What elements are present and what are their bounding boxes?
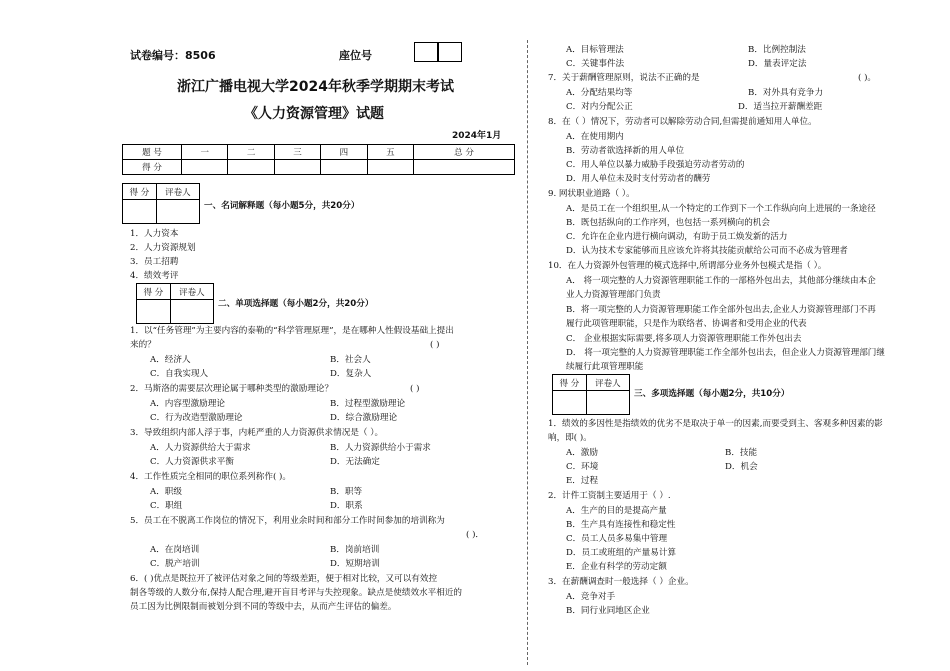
option: C． 企业根据实际需要,将多项人力资源管理职能工作外包出去: [566, 334, 802, 344]
score-cell[interactable]: [414, 160, 515, 175]
section1-item: 4．绩效考评: [130, 271, 179, 281]
option: A．生产的目的是提高产量: [566, 506, 667, 516]
seat-number-box-2[interactable]: [438, 42, 462, 62]
option: B．劳动者欲选择新的用人单位: [566, 146, 685, 156]
q2-2-line1: 2．马斯洛的需要层次理论属于哪种类型的激励理论？: [130, 384, 334, 394]
q2-9-line1: 9. 网状职业道路（ ）。: [548, 189, 635, 199]
option-cont: 业人力资源管理部门负责: [566, 290, 661, 300]
option: D．机会: [725, 462, 758, 472]
score-cell[interactable]: [228, 160, 274, 175]
grader-cell[interactable]: [170, 300, 213, 324]
section1-title: 一、名词解释题（每小题5分，共20分）: [204, 201, 360, 211]
option: B．职等: [330, 487, 363, 497]
option: C．环境: [566, 462, 599, 472]
q2-7-line1: 7．关于薪酬管理原则，说法不正确的是: [548, 73, 700, 83]
option: D． 将一项完整的人力资源管理职能工作全部外包出去，但企业人力资源管理部门继: [566, 348, 885, 358]
score-header-total: 总 分: [414, 145, 515, 160]
option: A．激励: [566, 448, 598, 458]
option: C．职组: [150, 501, 183, 511]
option: B．过程型激励理论: [330, 399, 406, 409]
option: C．脱产培训: [150, 559, 200, 569]
option: A．目标管理法: [566, 45, 624, 55]
option: D．认为技术专家能够而且应该允许将其技能贡献给公司而不必成为管理者: [566, 246, 848, 256]
grader-box-3: [552, 374, 630, 415]
q2-6-line3: 员工因为比例限制而被划分到不同的等级中去，从而产生评估的偏差。: [130, 602, 397, 612]
q2-6-line2: 制各等级的人数分布,保持人配合理,避开盲目考评与失控现象。缺点是使绩效水平相近的: [130, 588, 463, 598]
section3-title: 三、多项选择题（每小题2分，共10分）: [634, 389, 790, 399]
score-header-1: 一: [182, 145, 228, 160]
option: C．关键事件法: [566, 59, 625, 69]
option: B．岗前培训: [330, 545, 380, 555]
answer-paren[interactable]: ( )．: [466, 530, 485, 540]
option: A．经济人: [150, 355, 191, 365]
q3-2-line1: 2．计件工资制主要适用于（ ）.: [548, 491, 671, 501]
option: B．比例控制法: [748, 45, 806, 55]
section1-item: 1．人力资本: [130, 229, 179, 239]
q2-6-line1: 6．( )优点是既拉开了被评估对象之间的等级差距，便于相对比较，又可以有效控: [130, 574, 438, 584]
score-cell[interactable]: [274, 160, 320, 175]
grader-score-label: 得 分: [123, 184, 157, 200]
option: D．职系: [330, 501, 363, 511]
option: D．员工或班组的产量易计算: [566, 548, 677, 558]
q2-1-line2: 来的？: [130, 340, 156, 350]
q2-5-line1: 5．员工在不脱离工作岗位的情况下，利用业余时间和部分工作时间参加的培训称为: [130, 516, 445, 526]
exam-date: 2024年1月: [452, 131, 502, 141]
grader-box-2: [136, 283, 214, 324]
option: B．同行业同地区企业: [566, 606, 650, 616]
option: A．在使用期内: [566, 132, 624, 142]
q2-3-line1: 3．导致组织内部人浮于事，内耗严重的人力资源供求情况是（ ）。: [130, 428, 384, 438]
q2-4-line1: 4．工作性质完全相同的职位系列称作( )。: [130, 472, 291, 482]
grader-score-label: 得 分: [137, 284, 171, 300]
option: B．对外具有竞争力: [748, 88, 824, 98]
grader-cell[interactable]: [586, 391, 629, 415]
grader-score-label: 得 分: [553, 375, 587, 391]
option: D．综合激励理论: [330, 413, 398, 423]
option: A． 将一项完整的人力资源管理职能工作的一部格外包出去，其他部分继续由本企: [566, 276, 876, 286]
option: C．员工人员多易集中管理: [566, 534, 668, 544]
answer-paren[interactable]: ( ): [410, 384, 420, 394]
grader-cell[interactable]: [553, 391, 587, 415]
score-row-label: 得 分: [123, 160, 182, 175]
grader-cell[interactable]: [123, 200, 157, 224]
option: A．是员工在一个组织里,从一个特定的工作到下一个工作纵向向上进展的一条途径: [566, 204, 876, 214]
seat-number-box-1[interactable]: [414, 42, 438, 62]
right-column: [528, 0, 950, 671]
exam-title: 浙江广播电视大学2024年秋季学期期末考试: [177, 79, 454, 95]
grader-cell[interactable]: [156, 200, 199, 224]
option: C．行为改造型激励理论: [150, 413, 243, 423]
option: C．人力资源供求平衡: [150, 457, 234, 467]
grader-box-1: [122, 183, 200, 224]
q2-10-line1: 10．在人力资源外包管理的模式选择中,所谓部分业务外包模式是指（ ）。: [548, 261, 827, 271]
option: B．技能: [725, 448, 758, 458]
option: C．自我实现人: [150, 369, 209, 379]
score-cell[interactable]: [182, 160, 228, 175]
q3-1-line1: 1．绩效的多因性是指绩效的优劣不是取决于单一的因素,而要受到主、客观多种因素的影: [548, 419, 883, 429]
option: A．人力资源供给大于需求: [150, 443, 251, 453]
paper-number: 试卷编号：8506: [130, 49, 216, 62]
option: A．职级: [150, 487, 182, 497]
option: D．无法确定: [330, 457, 380, 467]
option: E．过程: [566, 476, 599, 486]
option: C．用人单位以暴力威胁手段强迫劳动者劳动的: [566, 160, 745, 170]
q3-3-line1: 3．在薪酬调查时一般选择（ ）企业。: [548, 577, 694, 587]
score-header-2: 二: [228, 145, 274, 160]
option: A．分配结果均等: [566, 88, 633, 98]
answer-paren[interactable]: ( ): [430, 340, 440, 350]
section2-title: 二、单项选择题（每小题2分，共20分）: [218, 299, 374, 309]
seat-number-label: 座位号: [339, 49, 372, 62]
option: E．企业有科学的劳动定额: [566, 562, 667, 572]
section1-item: 3．员工招聘: [130, 257, 179, 267]
score-header-label: 题 号: [123, 145, 182, 160]
option: A．竞争对手: [566, 592, 616, 602]
q2-1-line1: 1．以“任务管理”为主要内容的泰勒的“科学管理原理”，是在哪种人性假设基础上提出: [130, 326, 454, 336]
score-header-4: 四: [321, 145, 367, 160]
section1-item: 2．人力资源规划: [130, 243, 196, 253]
score-header-5: 五: [367, 145, 413, 160]
option-cont: 履行此项管理职能，只是作为联络者、协调者和受用企业的代表: [566, 319, 807, 329]
option: D．用人单位未及时支付劳动者的酬劳: [566, 174, 711, 184]
score-cell[interactable]: [321, 160, 367, 175]
course-title: 《人力资源管理》试题: [244, 106, 384, 122]
score-table: [122, 144, 515, 175]
option: A．内容型激励理论: [150, 399, 225, 409]
option: D．适当拉开薪酬差距: [738, 102, 823, 112]
option: D．复杂人: [330, 369, 372, 379]
grader-label: 评卷人: [586, 375, 629, 391]
option: B．人力资源供给小于需求: [330, 443, 431, 453]
score-cell[interactable]: [367, 160, 413, 175]
option: C．对内分配公正: [566, 102, 633, 112]
q3-1-line2: 响，即( )。: [548, 433, 592, 443]
option-cont: 续履行此项管理职能: [566, 362, 644, 372]
option: B．生产具有连接性和稳定性: [566, 520, 676, 530]
q2-8-line1: 8．在（ ）情况下，劳动者可以解除劳动合同,但需提前通知用人单位。: [548, 117, 817, 127]
option: B．社会人: [330, 355, 371, 365]
option: B．既包括纵向的工作序列，也包括一系列横向的机会: [566, 218, 770, 228]
option: D．量表评定法: [748, 59, 807, 69]
option: C．允许在企业内进行横向调动，有助于员工焕发新的活力: [566, 232, 788, 242]
grader-label: 评卷人: [170, 284, 213, 300]
option: D．短期培训: [330, 559, 380, 569]
grader-cell[interactable]: [137, 300, 171, 324]
score-header-3: 三: [274, 145, 320, 160]
option: B．将一项完整的人力资源管理职能工作全部外包出去,企业人力资源管理部门不再: [566, 305, 876, 315]
answer-paren[interactable]: ( )。: [858, 73, 877, 83]
option: A．在岗培训: [150, 545, 200, 555]
grader-label: 评卷人: [156, 184, 199, 200]
